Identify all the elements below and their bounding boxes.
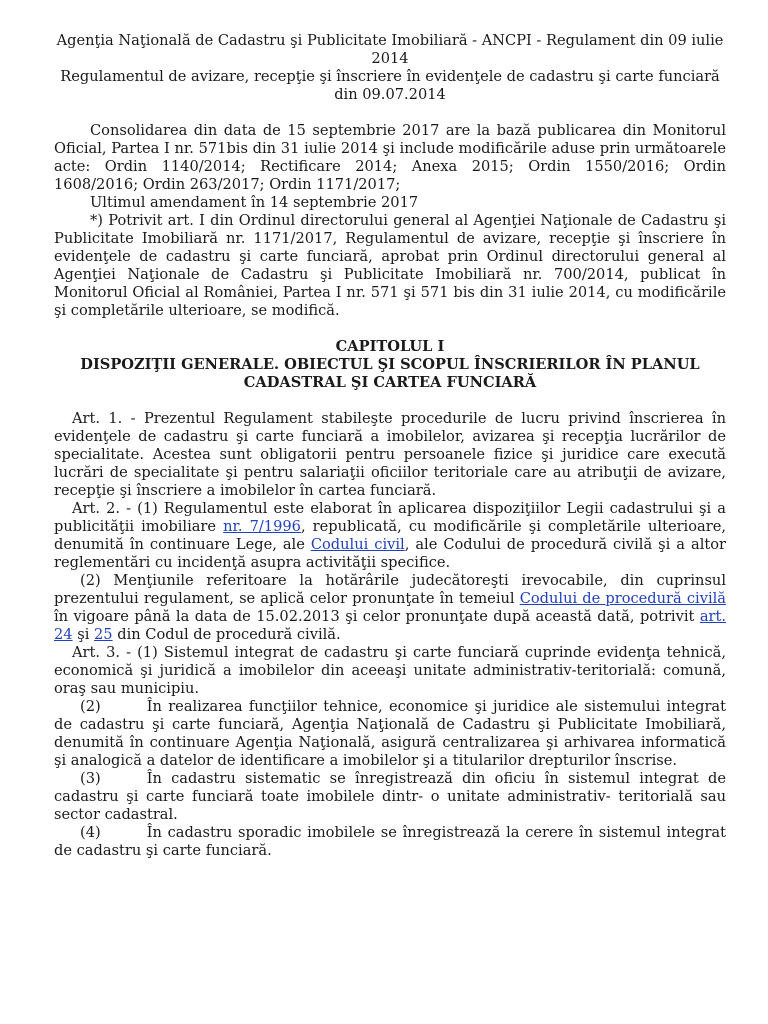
article-3-paragraph-1: Art. 3. - (1) Sistemul integrat de cadastru şi carte funciară cuprinde evidenţa tehnică, economică şi juridică a imobilelor din aceeaşi unitate administrativ-teritorială: comună, oraş sau municipiu. — [54, 644, 726, 697]
article-1: Art. 1. - Prezentul Regulament stabileşte procedurile de lucru privind înscrierea în evidenţele de cadastru şi carte funciară a imobilelor, avizarea şi recepţia lucrărilor de specialitate. Acestea sunt obligatorii pentru persoanele fizice şi juridice care execută lucrări de specialitate şi pentru salariaţii oficiilor teritoriale care au atribuţii de avizare, recepţie şi înscriere a imobilelor în cartea funciară. — [54, 410, 726, 499]
document-page — [54, 32, 726, 860]
law-7-1996-link[interactable]: nr. 7/1996 — [223, 518, 301, 535]
document-title: Agenţia Naţională de Cadastru şi Publicitate Imobiliară - ANCPI - Regulament din 09 iulie 2014 — [56, 32, 724, 67]
chapter-title: DISPOZIŢII GENERALE. OBIECTUL ŞI SCOPUL ÎNSCRIERILOR ÎN PLANUL CADASTRAL ŞI CARTEA FUNCIARĂ — [80, 356, 700, 391]
art-25-link[interactable]: 25 — [94, 626, 113, 643]
last-amendment: Ultimul amendament în 14 septembrie 2017 — [90, 194, 419, 211]
article-2-paragraph-2: (2) Menţiunile referitoare la hotărârile judecătoreşti irevocabile, din cuprinsul prezentului regulament, se aplică celor pronunţate în temeiul Codului de procedură civilă în vigoare până la data de 15.02.2013 şi celor pronunţate după această dată, potrivit art. 24 şi 25 din Codul de procedură civilă. — [54, 572, 726, 643]
article-2-paragraph-1: Art. 2. - (1) Regulamentul este elaborat în aplicarea dispoziţiilor Legii cadastrului şi a publicităţii imobiliare nr. 7/1996, republicată, cu modificările şi completările ulterioare, denumită în continuare Lege, ale Codului civil, ale Codului de procedură civilă şi a altor reglementări cu incidenţă asupra activităţii specifice. — [54, 500, 726, 571]
civil-code-link[interactable]: Codului civil — [310, 536, 405, 553]
document-subtitle: Regulamentul de avizare, recepţie şi înscriere în evidenţele de cadastru şi carte funciară din 09.07.2014 — [60, 68, 720, 103]
consolidation-paragraph: Consolidarea din data de 15 septembrie 2017 are la bază publicarea din Monitorul Oficial, Partea I nr. 571bis din 31 iulie 2014 şi include modificările aduse prin următoarele acte: Ordin 1140/2014; Rectificare 2014; Anexa 2015; Ordin 1550/2016; Ordin 1608/2016; Ordin 263/2017; Ordin 1171/2017; — [54, 122, 726, 193]
article-3-paragraph-4: (4) În cadastru sporadic imobilele se înregistrează la cerere în sistemul integrat de cadastru şi carte funciară. — [54, 824, 726, 859]
chapter-number: CAPITOLUL I — [335, 338, 445, 355]
art-24-link[interactable]: art. 24 — [54, 608, 726, 643]
civil-procedure-code-link[interactable]: Codului de procedură civilă — [519, 590, 726, 607]
amendment-note: *) Potrivit art. I din Ordinul directorului general al Agenţiei Naţionale de Cadastru şi Publicitate Imobiliară nr. 1171/2017, Regulamentul de avizare, recepţie şi înscriere în evidenţele de cadastru şi carte funciară, aprobat prin Ordinul directorului general al Agenţiei Naţionale de Cadastru şi Publicitate Imobiliară nr. 700/2014, publicat în Monitorul Oficial al României, Partea I nr. 571 şi 571 bis din 31 iulie 2014, cu modificările şi completările ulterioare, se modifică. — [54, 212, 726, 319]
article-3-paragraph-2: (2) În realizarea funcţiilor tehnice, economice şi juridice ale sistemului integrat de cadastru şi carte funciară, Agenţia Naţională de Cadastru şi Publicitate Imobiliară, denumită în continuare Agenţia Naţională, asigură centralizarea şi arhivarea informatică şi analogică a datelor de identificare a imobilelor şi a titularilor drepturilor înscrise. — [54, 698, 726, 769]
article-3-paragraph-3: (3) În cadastru sistematic se înregistrează din oficiu în sistemul integrat de cadastru şi carte funciară toate imobilele dintr- o unitate administrativ- teritorială sau sector cadastral. — [54, 770, 726, 823]
